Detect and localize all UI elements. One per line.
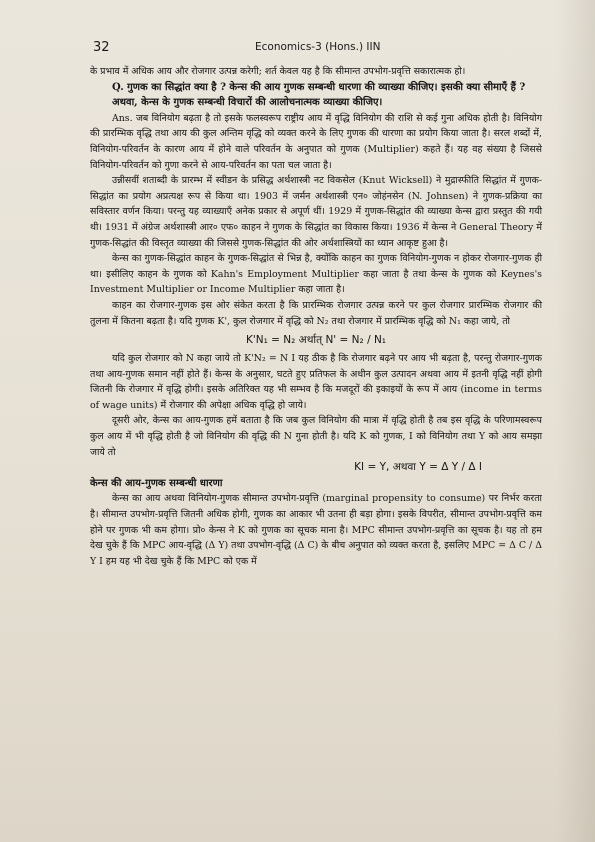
section-subheading: केन्स की आय-गुणक सम्बन्धी धारणा <box>90 477 223 489</box>
running-title: Economics-3 (Hons.) IIN <box>255 41 381 53</box>
mpc-paragraph: केन्स का आय अथवा विनियोग-गुणक सीमान्त उपभोग-प्रवृत्ति (marginal propensity to consume) पर निर्भर करता है। सीमान्त उपभोग-प्रवृत्ति जितनी अधिक होगी, गुणक का आकार भी उतना ही बड़ा होगा। इसके विपरीत, सीमान्त उपभोग-प्रवृत्ति कम होने पर गुणक भी कम होगा। प्रो० केन्स ने K को गुणक का सूचक माना है। MPC सीमान्त उपभोग-प्रवृत्ति का सूचक है। यह तो हम देख चुके हैं कि MPC आय-वृद्धि (Δ Y) तथा उपभोग-वृद्धि (Δ C) के बीच अनुपात को व्यक्त करता है, इसलिए MPC = Δ C / Δ Y I हम यह भी देख चुके हैं कि MPC को एक में <box>90 493 542 567</box>
employment-multiplier-paragraph: काहन का रोजगार-गुणक इस ओर संकेत करता है कि प्रारम्भिक रोजगार उत्पन्न करने पर कुल रोजगार प्रारम्भिक रोजगार की तुलना में कितना बढ़ता है। यदि गुणक K', कुल रोजगार में वृद्धि को N₂ तथा रोजगार में प्रारम्भिक वृद्धि को N₁ कहा जाये, तो <box>90 299 542 327</box>
alternate-question: अथवा, केन्स के गुणक सम्बन्धी विचारों की आलोचनात्मक व्याख्या कीजिए। <box>112 97 383 109</box>
paragraph-continuation: के प्रभाव में अधिक आय और रोजगार उत्पन्न करेगी; शर्त केवल यह है कि सीमान्त उपभोग-प्रवृत्ति सकारात्मक हो। <box>90 66 466 77</box>
income-vs-employment-paragraph: यदि कुल रोजगार को N कहा जाये तो K'N₂ = N I यह ठीक है कि रोजगार बढ़ने पर आय भी बढ़ता है, परन्तु रोजगार-गुणक तथा आय-गुणक समान नहीं होते हैं। केन्स के अनुसार, घटते हुए प्रतिफल के अधीन कुल उत्पादन अथवा आय में इतनी वृद्धि नहीं होगी जितनी कि रोजगार में वृद्धि होगी। इसके अतिरिक्त यह भी सम्भव है कि मजदूरों की इकाइयों के रूप में आय (income in terms of wage units) में रोजगार की अपेक्षा अधिक वृद्धि हो जाये। <box>90 353 542 411</box>
income-multiplier-paragraph: दूसरी ओर, केन्स का आय-गुणक हमें बताता है कि जब कुल विनियोग की मात्रा में वृद्धि होती है तब इस वृद्धि के परिणामस्वरूप कुल आय में भी वृद्धि होती है जो विनियोग की वृद्धि की N गुना होती है। यदि K को गुणक, I को विनियोग तथा Y को आय समझा जाये तो <box>90 415 542 458</box>
employment-multiplier-formula: K'N₁ = N₂ अर्थात् N' = N₂ / N₁ <box>245 334 387 347</box>
page-header <box>0 40 595 60</box>
history-paragraph: उन्नीसवीं शताब्दी के प्रारम्भ में स्वीडन के प्रसिद्ध अर्थशास्त्री नट विकसेल (Knut Wicksell) ने मुद्रास्फीति सिद्धांत में गुणक-सिद्धांत का प्रयोग अप्रत्यक्ष रूप से किया था। 1903 में जर्मन अर्थशास्त्री एन० जोहंनसेन (N. Johnsen) ने गुणक-प्रक्रिया का सविस्तार वर्णन किया। परन्तु यह व्याख्याएँ अनेक प्रकार से अपूर्ण थीं। 1929 में गुणक-सिद्धांत की व्याख्या केन्स द्वारा प्रस्तुत की गयी थी। 1931 में अंग्रेज अर्थशास्त्री आर० एफ० काहन ने गुणक के सिद्धांत का विकास किया। 1936 में केन्स ने General Theory में गुणक-सिद्धांत की विस्तृत व्याख्या की जिससे गुणक-सिद्धांत की ओर अर्थशास्त्रियों का ध्यान आकृष्ट हुआ है। <box>90 175 542 249</box>
page-number: 32 <box>93 40 110 55</box>
answer-paragraph: Ans. जब विनियोग बढ़ता है तो इसके फलस्वरूप राष्ट्रीय आय में वृद्धि विनियोग की राशि से कई गुना अधिक होती है। विनियोग की प्रारम्भिक वृद्धि तथा आय की कुल अन्तिम वृद्धि को व्यक्त करने के लिए गुणक की धारणा का प्रयोग किया जाता है। सरल शब्दों में, विनियोग-परिवर्तन के कारण आय में होने वाले परिवर्तन के अनुपात को गुणक (Multiplier) कहते हैं। यह वह संख्या है जिससे विनियोग-परिवर्तन को गुणा करने से आय-परिवर्तन का पता चल जाता है। <box>90 112 542 171</box>
page-edge-shadow <box>555 0 595 842</box>
body-text <box>90 64 542 569</box>
keynes-kahn-paragraph: केन्स का गुणक-सिद्धांत काहन के गुणक-सिद्धांत से भिन्न है, क्योंकि काहन का गुणक विनियोग-गुणक न होकर रोजगार-गुणक ही था। इसीलिए काहन के गुणक को Kahn's Employment Multiplier कहा जाता है तथा केन्स के गुणक को Keynes's Investment Multiplier or Income Multiplier कहा जाता है। <box>90 253 542 296</box>
income-multiplier-formula: KI = Y, अथवा Y = Δ Y / Δ I <box>354 461 482 474</box>
question-heading: Q. गुणक का सिद्धांत क्या है ? केन्स की आय गुणक सम्बन्धी धारणा की व्याख्या कीजिए। इसकी क्या सीमाएँ हैं ? <box>112 81 526 93</box>
